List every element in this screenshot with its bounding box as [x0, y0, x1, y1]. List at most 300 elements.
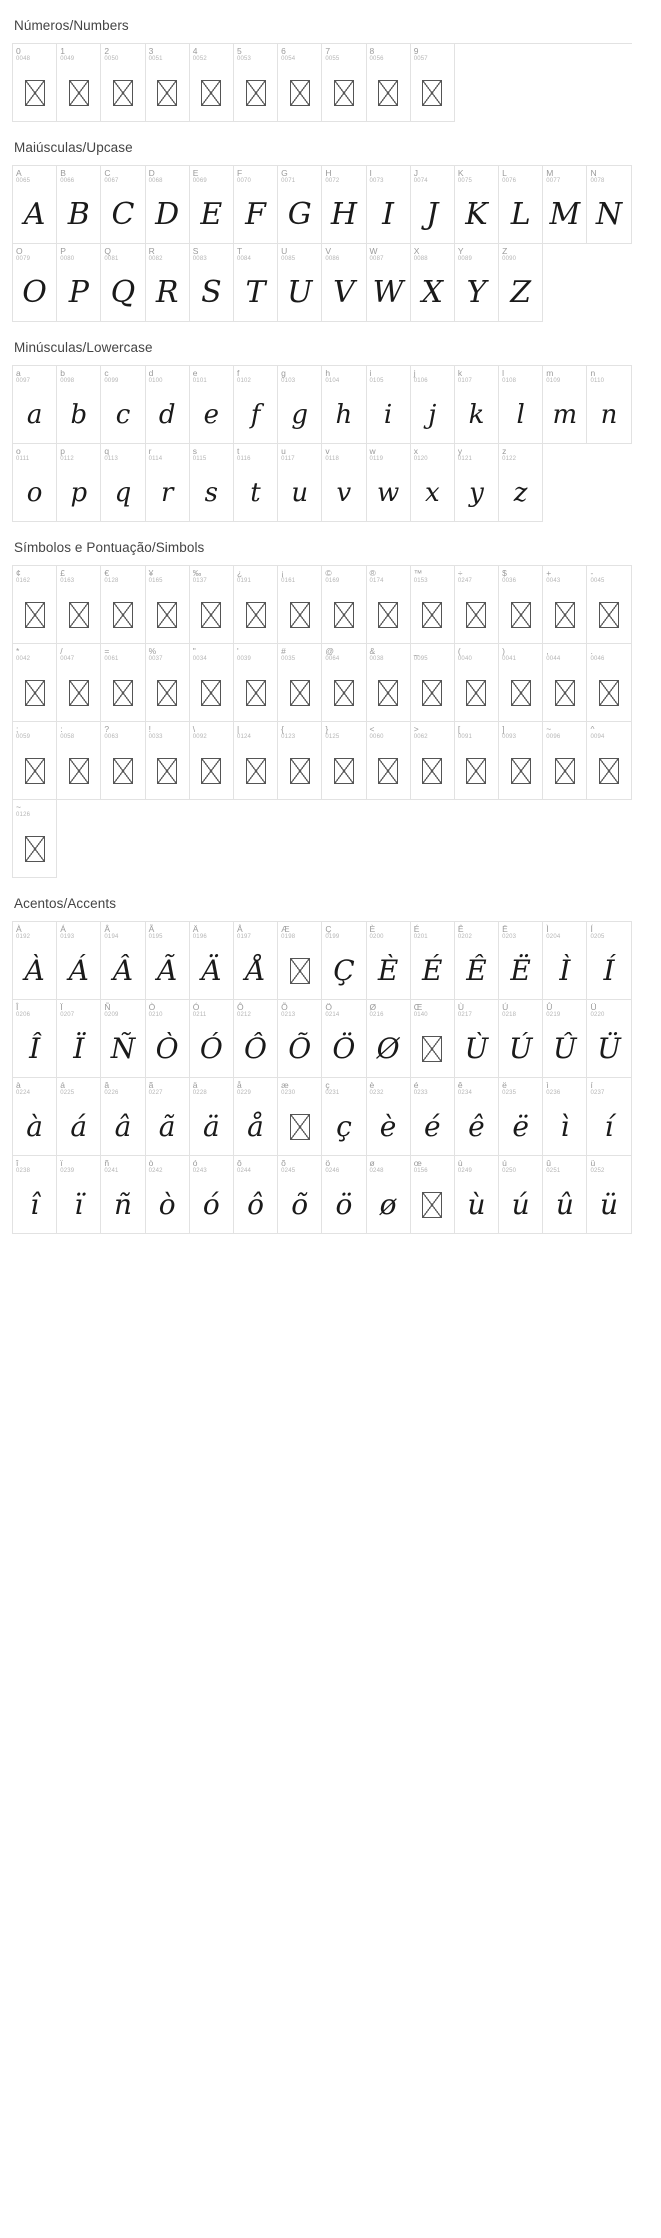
- notdef-box-icon: [190, 666, 233, 720]
- notdef-box-icon: [422, 758, 442, 784]
- glyph-cell[interactable]: [322, 644, 366, 722]
- glyph-cell[interactable]: [101, 244, 145, 322]
- glyph-char-label: è: [369, 1080, 375, 1090]
- glyph-cell[interactable]: [13, 244, 57, 322]
- glyph-char-label: l: [502, 368, 504, 378]
- glyph-code-label: 0069: [192, 178, 207, 184]
- glyph-cell[interactable]: [587, 1078, 631, 1156]
- glyph-cell[interactable]: [57, 644, 101, 722]
- glyph-cell[interactable]: [587, 166, 631, 244]
- glyph-char-label: Ï: [60, 1002, 63, 1012]
- glyph-code-label: 0039: [236, 656, 252, 662]
- section-title: Símbolos e Pontuação/Simbols: [14, 540, 205, 555]
- glyph-cell[interactable]: [278, 1078, 322, 1156]
- glyph-char-label: æ: [281, 1080, 289, 1090]
- glyph-char-label: œ: [413, 1158, 422, 1168]
- glyph-cell[interactable]: [499, 1156, 543, 1234]
- glyph-preview: f: [250, 400, 261, 430]
- glyph-code-label: 0214: [325, 1012, 340, 1018]
- glyph-cell[interactable]: [499, 722, 543, 800]
- glyph-cell[interactable]: [543, 922, 587, 1000]
- glyph-char-label: 3: [148, 46, 154, 56]
- glyph-code-label: 0050: [104, 56, 119, 62]
- glyph-cell[interactable]: [101, 444, 145, 522]
- glyph-cell[interactable]: [190, 244, 234, 322]
- glyph-cell[interactable]: [455, 922, 499, 1000]
- notdef-box-icon: [411, 588, 454, 642]
- notdef-box-icon: [334, 758, 354, 784]
- glyph-code-label: 0198: [281, 934, 296, 940]
- glyph-preview: s: [204, 478, 219, 508]
- glyph-cell[interactable]: [455, 1078, 499, 1156]
- glyph-code-label: 0061: [104, 656, 119, 662]
- glyph-preview: ê: [468, 1110, 485, 1143]
- glyph-code-label: 0235: [502, 1090, 517, 1096]
- glyph-code-label: 0057: [413, 56, 428, 62]
- glyph-cell[interactable]: [322, 366, 366, 444]
- glyph-cell[interactable]: [499, 1000, 543, 1078]
- notdef-box-icon: [25, 758, 45, 784]
- glyph-char-label: G: [281, 168, 288, 178]
- glyph-cell[interactable]: [587, 1000, 631, 1078]
- glyph-code-label: 0122: [502, 456, 517, 462]
- glyph-cell[interactable]: [234, 1156, 278, 1234]
- glyph-cell[interactable]: [322, 922, 366, 1000]
- glyph-cell[interactable]: [57, 722, 101, 800]
- glyph-cell[interactable]: [234, 566, 278, 644]
- glyph-cell[interactable]: [13, 566, 57, 644]
- glyph-char-label: Â: [104, 924, 111, 934]
- glyph-cell[interactable]: [278, 922, 322, 1000]
- glyph-char-label: Ò: [148, 1002, 156, 1012]
- glyph-cell[interactable]: [190, 1000, 234, 1078]
- notdef-box-icon: [411, 744, 454, 798]
- glyph-cell[interactable]: [101, 1000, 145, 1078]
- glyph-cell[interactable]: [367, 566, 411, 644]
- glyph-cell[interactable]: [367, 1000, 411, 1078]
- glyph-cell[interactable]: [101, 566, 145, 644]
- glyph-char-label: ÷: [457, 568, 463, 578]
- glyph-preview: Ê: [466, 954, 487, 987]
- glyph-cell[interactable]: [190, 366, 234, 444]
- glyph-code-label: 0078: [590, 178, 605, 184]
- glyph-cell[interactable]: [278, 444, 322, 522]
- glyph-cell[interactable]: [234, 44, 278, 122]
- notdef-box-icon: [411, 1022, 454, 1076]
- glyph-cell[interactable]: [13, 166, 57, 244]
- glyph-cell[interactable]: [455, 166, 499, 244]
- glyph-preview: ù: [467, 1188, 486, 1221]
- glyph-code-label: 0156: [413, 1168, 428, 1174]
- glyph-cell[interactable]: [278, 722, 322, 800]
- glyph-cell[interactable]: [13, 1156, 57, 1234]
- glyph-cell[interactable]: [411, 644, 455, 722]
- glyph-cell[interactable]: [543, 644, 587, 722]
- glyph-preview: é: [423, 1110, 441, 1143]
- glyph-code-label: 0232: [369, 1090, 384, 1096]
- notdef-box-icon: [201, 80, 221, 106]
- notdef-box-icon: [246, 680, 266, 706]
- glyph-cell[interactable]: [234, 922, 278, 1000]
- glyph-cell[interactable]: [57, 444, 101, 522]
- notdef-box-icon: [543, 744, 586, 798]
- glyph-cell[interactable]: [455, 366, 499, 444]
- glyph-char-label: á: [60, 1080, 65, 1090]
- glyph-cell[interactable]: [322, 44, 366, 122]
- notdef-box-icon: [334, 680, 354, 706]
- glyph-cell[interactable]: [455, 1000, 499, 1078]
- glyph-cell[interactable]: [146, 444, 190, 522]
- glyph-cell[interactable]: [367, 44, 411, 122]
- glyph-cell[interactable]: [543, 1000, 587, 1078]
- glyph-cell[interactable]: [101, 366, 145, 444]
- glyph-code-label: 0076: [502, 178, 517, 184]
- glyph-preview: Í: [603, 954, 615, 987]
- glyph-code-label: 0203: [502, 934, 517, 940]
- glyph-cell[interactable]: [146, 1078, 190, 1156]
- glyph-preview: å: [247, 1110, 264, 1143]
- glyph-cell[interactable]: [499, 922, 543, 1000]
- glyph-code-label: 0219: [546, 1012, 561, 1018]
- glyph-code-label: 0102: [236, 378, 252, 384]
- glyph-cell[interactable]: [190, 1078, 234, 1156]
- glyph-code-label: 0224: [16, 1090, 31, 1096]
- glyph-cell[interactable]: [411, 1156, 455, 1234]
- glyph-char-label: [: [457, 724, 461, 734]
- glyph-cell[interactable]: [234, 1078, 278, 1156]
- glyph-cell[interactable]: [278, 366, 322, 444]
- glyph-cell[interactable]: [101, 166, 145, 244]
- notdef-box-icon: [101, 66, 144, 120]
- glyph-char-label: &: [369, 646, 376, 656]
- glyph-code-label: 0079: [16, 256, 31, 262]
- glyph-cell[interactable]: [57, 566, 101, 644]
- glyph-char-label: ê: [457, 1080, 463, 1090]
- notdef-box-icon: [378, 758, 398, 784]
- glyph-code-label: 0216: [369, 1012, 384, 1018]
- glyph-cell[interactable]: [190, 166, 234, 244]
- glyph-cell[interactable]: [367, 922, 411, 1000]
- glyph-char-label: z: [502, 446, 507, 456]
- notdef-box-icon: [234, 666, 277, 720]
- glyph-cell[interactable]: [57, 1156, 101, 1234]
- glyph-preview: õ: [291, 1188, 309, 1221]
- glyph-cell[interactable]: [57, 244, 101, 322]
- glyph-cell[interactable]: [543, 166, 587, 244]
- glyph-cell[interactable]: [57, 922, 101, 1000]
- glyph-cell[interactable]: [411, 1078, 455, 1156]
- glyph-preview: K: [465, 197, 488, 232]
- glyph-cell[interactable]: [190, 722, 234, 800]
- glyph-char-label: ë: [502, 1080, 507, 1090]
- glyph-code-label: 0063: [104, 734, 119, 740]
- glyph-code-label: 0056: [369, 56, 384, 62]
- glyph-cell[interactable]: [101, 1078, 145, 1156]
- glyph-cell[interactable]: [146, 644, 190, 722]
- glyph-cell[interactable]: [190, 1156, 234, 1234]
- glyph-cell[interactable]: [57, 1000, 101, 1078]
- glyph-cell[interactable]: [587, 722, 631, 800]
- notdef-box-icon: [57, 666, 100, 720]
- glyph-cell[interactable]: [411, 44, 455, 122]
- glyph-cell[interactable]: [455, 444, 499, 522]
- glyph-cell[interactable]: [455, 1156, 499, 1234]
- glyph-cell[interactable]: [57, 44, 101, 122]
- glyph-cell[interactable]: [411, 922, 455, 1000]
- glyph-cell[interactable]: [278, 644, 322, 722]
- glyph-char-label: O: [16, 246, 23, 256]
- glyph-preview: u: [291, 478, 309, 508]
- glyph-cell[interactable]: [367, 166, 411, 244]
- glyph-code-label: 0092: [192, 734, 207, 740]
- glyph-cell[interactable]: [367, 1078, 411, 1156]
- glyph-preview: m: [552, 400, 578, 430]
- glyph-cell[interactable]: [322, 166, 366, 244]
- glyph-char-label: Z: [502, 246, 508, 256]
- glyph-code-label: 0112: [60, 456, 74, 462]
- glyph-cell[interactable]: [455, 244, 499, 322]
- notdef-box-icon: [499, 666, 542, 720]
- glyph-cell[interactable]: [146, 722, 190, 800]
- glyph-cell[interactable]: [57, 1078, 101, 1156]
- glyph-cell[interactable]: [411, 566, 455, 644]
- glyph-preview: j: [428, 400, 437, 430]
- glyph-char-label: ™: [413, 568, 423, 578]
- glyph-cell[interactable]: [322, 1000, 366, 1078]
- glyph-cell[interactable]: [587, 366, 631, 444]
- glyph-cell[interactable]: [234, 166, 278, 244]
- glyph-preview: Ï: [73, 1032, 85, 1065]
- glyph-code-label: 0113: [104, 456, 119, 462]
- glyph-cell[interactable]: [146, 566, 190, 644]
- glyph-preview: C: [111, 197, 135, 232]
- notdef-box-icon: [146, 66, 189, 120]
- glyph-preview: Ü: [597, 1032, 621, 1065]
- glyph-code-label: 0044: [546, 656, 561, 662]
- glyph-cell[interactable]: [367, 444, 411, 522]
- glyph-cell[interactable]: [499, 444, 543, 522]
- glyph-code-label: 0193: [60, 934, 75, 940]
- glyph-cell[interactable]: [234, 444, 278, 522]
- glyph-code-label: 0228: [192, 1090, 207, 1096]
- glyph-cell[interactable]: [146, 1156, 190, 1234]
- glyph-cell[interactable]: [499, 566, 543, 644]
- glyph-cell[interactable]: [367, 1156, 411, 1234]
- glyph-cell[interactable]: [234, 644, 278, 722]
- glyph-cell[interactable]: [499, 644, 543, 722]
- notdef-box-icon: [101, 588, 144, 642]
- notdef-box-icon: [146, 588, 189, 642]
- glyph-preview: D: [155, 197, 180, 232]
- glyph-cell[interactable]: [13, 44, 57, 122]
- glyph-grid: [12, 43, 632, 122]
- glyph-cell[interactable]: [367, 722, 411, 800]
- glyph-cell[interactable]: [146, 44, 190, 122]
- glyph-code-label: 0194: [104, 934, 119, 940]
- glyph-cell[interactable]: [411, 722, 455, 800]
- glyph-cell[interactable]: [322, 722, 366, 800]
- glyph-char-label: u: [281, 446, 286, 456]
- glyph-cell[interactable]: [57, 366, 101, 444]
- glyph-cell[interactable]: [499, 166, 543, 244]
- glyph-cell[interactable]: [499, 366, 543, 444]
- glyph-cell[interactable]: [146, 1000, 190, 1078]
- glyph-cell[interactable]: [13, 922, 57, 1000]
- glyph-cell[interactable]: [411, 366, 455, 444]
- glyph-char-label: :: [60, 724, 63, 734]
- glyph-cell[interactable]: [411, 244, 455, 322]
- glyph-cell[interactable]: [57, 166, 101, 244]
- glyph-cell[interactable]: [146, 166, 190, 244]
- glyph-cell[interactable]: [543, 1078, 587, 1156]
- glyph-cell[interactable]: [455, 566, 499, 644]
- glyph-cell[interactable]: [234, 722, 278, 800]
- glyph-char-label: ‰: [192, 568, 202, 578]
- glyph-cell[interactable]: [411, 166, 455, 244]
- glyph-cell[interactable]: [587, 566, 631, 644]
- glyph-cell[interactable]: [367, 644, 411, 722]
- glyph-cell[interactable]: [13, 444, 57, 522]
- notdef-box-icon: [587, 666, 630, 720]
- glyph-char-label: ~: [16, 802, 21, 812]
- glyph-code-label: 0042: [16, 656, 31, 662]
- glyph-cell[interactable]: [322, 244, 366, 322]
- glyph-code-label: 0067: [104, 178, 119, 184]
- glyph-cell[interactable]: [587, 922, 631, 1000]
- notdef-box-icon: [13, 666, 56, 720]
- glyph-cell[interactable]: [278, 1000, 322, 1078]
- glyph-cell[interactable]: [101, 1156, 145, 1234]
- glyph-cell[interactable]: [543, 722, 587, 800]
- glyph-cell[interactable]: [234, 366, 278, 444]
- glyph-cell[interactable]: [190, 566, 234, 644]
- glyph-cell[interactable]: [587, 1156, 631, 1234]
- glyph-cell[interactable]: [278, 166, 322, 244]
- glyph-cell[interactable]: [543, 566, 587, 644]
- glyph-preview: ã: [158, 1110, 176, 1143]
- glyph-cell[interactable]: [411, 1000, 455, 1078]
- glyph-code-label: 0165: [148, 578, 163, 584]
- glyph-char-label: ü: [590, 1158, 596, 1168]
- glyph-char-label: î: [16, 1158, 19, 1168]
- glyph-char-label: i: [369, 368, 372, 378]
- glyph-cell[interactable]: [455, 722, 499, 800]
- glyph-cell[interactable]: [322, 1156, 366, 1234]
- glyph-cell[interactable]: [146, 366, 190, 444]
- glyph-char-label: M: [546, 168, 554, 178]
- glyph-cell[interactable]: [278, 44, 322, 122]
- glyph-cell[interactable]: [455, 644, 499, 722]
- glyph-preview: h: [335, 400, 353, 430]
- glyph-code-label: 0195: [148, 934, 163, 940]
- glyph-code-label: 0233: [413, 1090, 428, 1096]
- glyph-char-label: ì: [546, 1080, 549, 1090]
- glyph-code-label: 0109: [546, 378, 561, 384]
- glyph-cell[interactable]: [13, 1078, 57, 1156]
- notdef-box-icon: [246, 758, 266, 784]
- glyph-cell[interactable]: [101, 644, 145, 722]
- glyph-code-label: 0201: [413, 934, 428, 940]
- glyph-code-label: 0220: [590, 1012, 605, 1018]
- glyph-cell[interactable]: [234, 1000, 278, 1078]
- notdef-box-icon: [466, 680, 486, 706]
- glyph-cell[interactable]: [13, 800, 57, 878]
- glyph-cell[interactable]: [499, 244, 543, 322]
- glyph-preview: Ú: [508, 1032, 533, 1065]
- notdef-box-icon: [367, 66, 410, 120]
- glyph-cell[interactable]: [13, 1000, 57, 1078]
- glyph-cell[interactable]: [190, 44, 234, 122]
- glyph-cell[interactable]: [367, 366, 411, 444]
- glyph-char-label: |: [236, 724, 240, 734]
- notdef-box-icon: [246, 80, 266, 106]
- glyph-cell[interactable]: [322, 444, 366, 522]
- glyph-preview: ï: [74, 1188, 84, 1221]
- notdef-box-icon: [201, 758, 221, 784]
- glyph-char-label: @: [325, 646, 334, 656]
- glyph-cell[interactable]: [101, 44, 145, 122]
- glyph-cell[interactable]: [322, 1078, 366, 1156]
- notdef-box-icon: [290, 602, 310, 628]
- notdef-box-icon: [367, 744, 410, 798]
- glyph-preview: È: [377, 954, 399, 987]
- glyph-cell[interactable]: [13, 644, 57, 722]
- glyph-char-label: €: [104, 568, 110, 578]
- notdef-box-icon: [157, 80, 177, 106]
- glyph-char-label: \: [192, 724, 196, 734]
- glyph-cell[interactable]: [411, 444, 455, 522]
- glyph-cell[interactable]: [587, 644, 631, 722]
- glyph-cell[interactable]: [13, 722, 57, 800]
- glyph-code-label: 0068: [148, 178, 163, 184]
- glyph-cell[interactable]: [101, 722, 145, 800]
- glyph-cell[interactable]: [101, 922, 145, 1000]
- glyph-preview: P: [68, 275, 89, 310]
- glyph-char-label: ): [502, 646, 505, 656]
- glyph-cell[interactable]: [13, 366, 57, 444]
- glyph-cell[interactable]: [278, 244, 322, 322]
- glyph-code-label: 0231: [325, 1090, 340, 1096]
- glyph-cell[interactable]: [543, 1156, 587, 1234]
- glyph-cell[interactable]: [234, 244, 278, 322]
- glyph-cell[interactable]: [190, 922, 234, 1000]
- glyph-char-label: ¿: [236, 568, 243, 578]
- glyph-cell[interactable]: [322, 566, 366, 644]
- glyph-char-label: /: [60, 646, 63, 656]
- glyph-cell[interactable]: [543, 366, 587, 444]
- notdef-box-icon: [587, 588, 630, 642]
- glyph-code-label: 0070: [236, 178, 252, 184]
- glyph-char-label: S: [192, 246, 199, 256]
- glyph-char-label: 7: [325, 46, 331, 56]
- notdef-box-icon: [234, 66, 277, 120]
- glyph-char-label: ^: [590, 724, 595, 734]
- glyph-cell[interactable]: [146, 244, 190, 322]
- glyph-cell[interactable]: [278, 1156, 322, 1234]
- glyph-cell[interactable]: [367, 244, 411, 322]
- glyph-cell[interactable]: [278, 566, 322, 644]
- notdef-box-icon: [278, 944, 321, 998]
- glyph-cell[interactable]: [146, 922, 190, 1000]
- glyph-cell[interactable]: [499, 1078, 543, 1156]
- glyph-code-label: 0064: [325, 656, 340, 662]
- glyph-code-label: 0239: [60, 1168, 75, 1174]
- glyph-cell[interactable]: [190, 444, 234, 522]
- glyph-cell[interactable]: [190, 644, 234, 722]
- glyph-preview: Ã: [157, 954, 178, 987]
- glyph-code-label: 0116: [236, 456, 251, 462]
- glyph-char-label: U: [281, 246, 288, 256]
